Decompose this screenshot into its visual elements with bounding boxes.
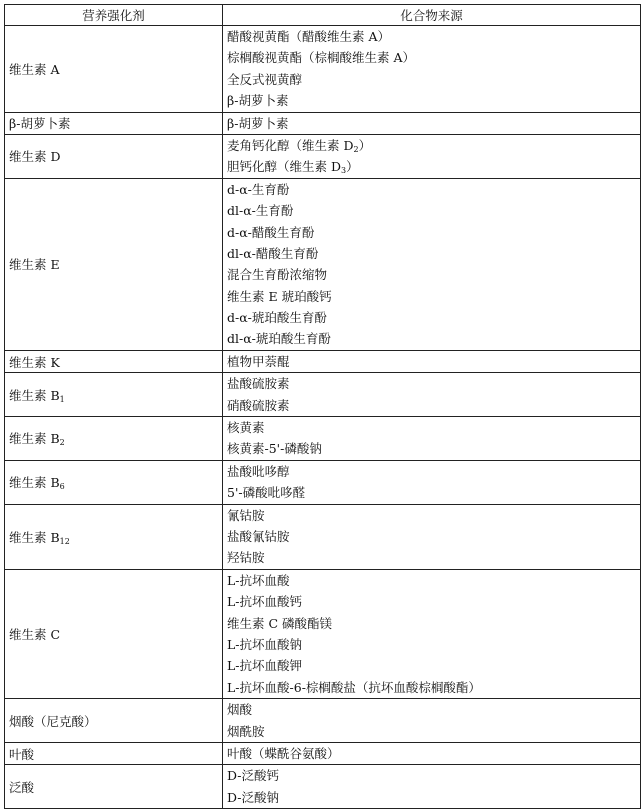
document-page — [4, 4, 641, 809]
compound-source-text: 维生素 C 磷酸酯镁 — [227, 615, 333, 631]
compound-source-text: 羟钴胺 — [227, 550, 265, 566]
fortifier-name-cell — [5, 112, 223, 134]
compound-source-cell — [223, 417, 641, 461]
compound-source-cell — [223, 504, 641, 569]
compound-source-cell — [223, 26, 641, 113]
compound-source-text: 麦角钙化醇（维生素 D — [227, 137, 354, 153]
compound-source-text: dl-α-琥珀酸生育酚 — [227, 331, 331, 347]
compound-source-cell — [223, 373, 641, 417]
fortifier-name-cell — [5, 460, 223, 504]
compound-source-item — [227, 655, 636, 676]
compound-source-text: β-胡萝卜素 — [227, 93, 289, 109]
fortifier-name-cell — [5, 178, 223, 350]
fortifier-name-cell — [5, 569, 223, 698]
compound-source-subscript: 3 — [341, 166, 347, 176]
fortifier-name-cell — [5, 26, 223, 113]
table-row — [5, 417, 641, 461]
compound-source-text: 盐酸氰钴胺 — [227, 528, 290, 544]
compound-source-text: 混合生育酚浓缩物 — [227, 267, 328, 283]
table-header-row — [5, 5, 641, 26]
compound-source-text: 5'-磷酸吡哆醛 — [227, 485, 306, 501]
compound-source-text: L-抗坏血酸钠 — [227, 636, 303, 652]
compound-source-item — [227, 328, 636, 349]
compound-source-item — [227, 743, 636, 764]
compound-source-item — [227, 505, 636, 526]
compound-source-item — [227, 373, 636, 394]
fortifier-name-cell — [5, 765, 223, 809]
header-fortifier: 营养强化剂 — [5, 5, 223, 26]
compound-source-text: d-α-醋酸生育酚 — [227, 224, 315, 240]
compound-source-tail: ） — [346, 159, 359, 175]
table-row — [5, 699, 641, 743]
compound-source-item — [227, 135, 636, 156]
compound-source-text: L-抗坏血酸钙 — [227, 594, 303, 610]
table-body — [5, 26, 641, 809]
fortifier-name: 维生素 E — [9, 257, 60, 273]
compound-source-item — [227, 699, 636, 720]
compound-source-item — [227, 547, 636, 568]
compound-source-text: 盐酸硫胺素 — [227, 376, 290, 392]
fortifier-name-cell — [5, 504, 223, 569]
compound-source-item — [227, 156, 636, 177]
compound-source-text: 叶酸（蝶酰谷氨酸） — [227, 745, 340, 761]
fortifier-name-cell — [5, 134, 223, 178]
compound-source-item — [227, 200, 636, 221]
compound-source-item — [227, 482, 636, 503]
compound-source-text: 维生素 E 琥珀酸钙 — [227, 288, 332, 304]
compound-source-text: 盐酸吡哆醇 — [227, 463, 290, 479]
compound-source-item — [227, 765, 636, 786]
compound-source-text: 烟酸 — [227, 702, 253, 718]
fortifier-name: 维生素 A — [9, 61, 60, 77]
compound-source-text: 烟酰胺 — [227, 723, 265, 739]
compound-source-text: 氰钴胺 — [227, 507, 265, 523]
compound-source-item — [227, 286, 636, 307]
compound-source-text: 植物甲萘醌 — [227, 353, 290, 369]
compound-source-cell — [223, 765, 641, 809]
table-row — [5, 178, 641, 350]
compound-source-tail: ） — [358, 137, 372, 153]
compound-source-item — [227, 351, 636, 372]
compound-source-cell — [223, 569, 641, 698]
fortifier-name: 维生素 D — [9, 149, 61, 165]
fortifier-name: 维生素 B — [9, 475, 60, 491]
compound-source-item — [227, 634, 636, 655]
fortifier-name: 维生素 B — [9, 529, 60, 545]
compound-source-cell — [223, 134, 641, 178]
compound-source-text: dl-α-醋酸生育酚 — [227, 245, 319, 261]
compound-source-text: 硝酸硫胺素 — [227, 397, 290, 413]
fortifier-name-cell — [5, 742, 223, 764]
fortifier-name: 烟酸（尼克酸） — [9, 713, 97, 729]
compound-source-item — [227, 47, 636, 68]
fortifier-name-cell — [5, 417, 223, 461]
compound-source-text: 核黄素-5'-磷酸钠 — [227, 441, 322, 457]
fortifier-name-subscript: 1 — [59, 394, 65, 404]
compound-source-text: 全反式视黄醇 — [227, 71, 303, 87]
compound-source-cell — [223, 112, 641, 134]
fortifier-name-cell — [5, 699, 223, 743]
compound-source-text: d-α-琥珀酸生育酚 — [227, 310, 327, 326]
compound-source-cell — [223, 178, 641, 350]
compound-source-item — [227, 69, 636, 90]
table-row — [5, 134, 641, 178]
fortifier-name: 维生素 K — [9, 354, 60, 370]
compound-source-item — [227, 438, 636, 459]
compound-source-text: 核黄素 — [227, 420, 265, 436]
table-row — [5, 569, 641, 698]
table-row — [5, 112, 641, 134]
fortifier-name-subscript: 6 — [59, 482, 65, 492]
compound-source-item — [227, 222, 636, 243]
compound-source-item — [227, 591, 636, 612]
fortifier-name-cell — [5, 350, 223, 372]
compound-source-text: D-泛酸钠 — [227, 789, 279, 805]
table-row — [5, 742, 641, 764]
compound-source-item — [227, 417, 636, 438]
table-row — [5, 504, 641, 569]
table-row — [5, 26, 641, 113]
compound-source-cell — [223, 742, 641, 764]
compound-source-item — [227, 461, 636, 482]
compound-source-text: d-α-生育酚 — [227, 181, 290, 197]
compound-source-text: β-胡萝卜素 — [227, 115, 289, 131]
compound-source-item — [227, 787, 636, 808]
compound-source-cell — [223, 460, 641, 504]
fortifier-name: β-胡萝卜素 — [9, 116, 71, 132]
compound-source-item — [227, 677, 636, 698]
fortifier-name: 叶酸 — [9, 746, 35, 762]
compound-source-item — [227, 179, 636, 200]
compound-source-cell — [223, 350, 641, 372]
compound-source-item — [227, 613, 636, 634]
fortifier-name: 泛酸 — [9, 779, 35, 795]
compound-source-text: L-抗坏血酸 — [227, 572, 290, 588]
fortifier-name-subscript: 2 — [59, 438, 65, 448]
compound-source-text: dl-α-生育酚 — [227, 203, 294, 219]
fortifier-name-subscript: 12 — [59, 536, 70, 546]
table-row — [5, 765, 641, 809]
compound-source-text: D-泛酸钙 — [227, 768, 279, 784]
compound-source-item — [227, 395, 636, 416]
compound-source-text: L-抗坏血酸钾 — [227, 658, 303, 674]
compound-source-item — [227, 307, 636, 328]
compound-source-item — [227, 90, 636, 111]
compound-source-text: 棕榈酸视黄酯（棕榈酸维生素 A） — [227, 50, 416, 66]
compound-source-text: L-抗坏血酸-6-棕榈酸盐（抗坏血酸棕榈酸酯） — [227, 679, 481, 695]
compound-source-item — [227, 243, 636, 264]
fortifier-name-cell — [5, 373, 223, 417]
compound-source-cell — [223, 699, 641, 743]
compound-source-subscript: 2 — [353, 144, 359, 154]
table-row — [5, 373, 641, 417]
compound-source-text: 胆钙化醇（维生素 D — [227, 159, 341, 175]
compound-source-item — [227, 721, 636, 742]
fortifier-name: 维生素 C — [9, 626, 61, 642]
fortifier-name: 维生素 B — [9, 431, 60, 447]
compound-source-item — [227, 113, 636, 134]
table-row — [5, 460, 641, 504]
table-row — [5, 350, 641, 372]
fortifier-name: 维生素 B — [9, 387, 60, 403]
compound-source-item — [227, 526, 636, 547]
compound-source-text: 醋酸视黄酯（醋酸维生素 A） — [227, 29, 391, 44]
fortifier-source-table — [4, 4, 641, 809]
header-compound-source: 化合物来源 — [223, 5, 641, 26]
compound-source-item — [227, 570, 636, 591]
compound-source-item — [227, 264, 636, 285]
compound-source-item — [227, 26, 636, 47]
